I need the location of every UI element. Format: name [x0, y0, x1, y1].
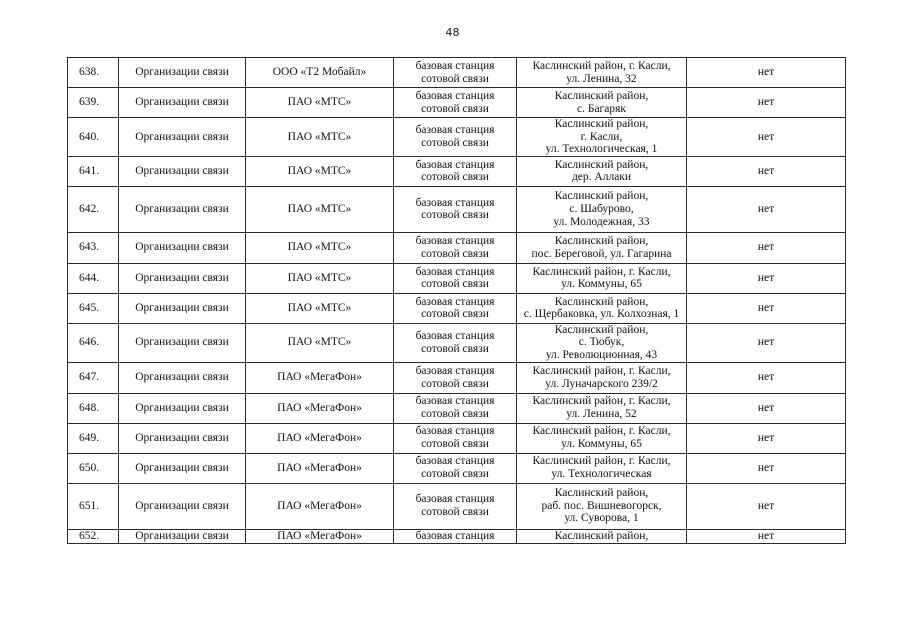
- object-type-cell: [394, 423, 517, 453]
- table-row: [68, 58, 846, 88]
- object-type-cell-line: сотовой связи: [421, 468, 489, 481]
- object-type-cell-line: базовая станция: [415, 529, 495, 542]
- object-type-cell: [394, 323, 517, 362]
- row-number: 646.: [68, 323, 119, 362]
- organization-cell: ПАО «МТС»: [246, 293, 394, 323]
- object-type-cell-line: сотовой связи: [421, 377, 489, 390]
- object-type-cell: [394, 232, 517, 263]
- address-cell-line: ул. Молодежная, 33: [553, 215, 650, 228]
- row-number: 648.: [68, 393, 119, 423]
- object-type-cell-line: сотовой связи: [421, 171, 489, 184]
- address-cell-line: дер. Аллаки: [571, 171, 632, 184]
- status-cell: нет: [687, 423, 846, 453]
- object-type-cell-line: сотовой связи: [421, 102, 489, 115]
- object-type-cell-line: базовая станция: [415, 395, 495, 408]
- category-cell: Организации связи: [119, 483, 246, 529]
- object-type-cell-line: сотовой связи: [421, 438, 489, 451]
- row-number: 640.: [68, 118, 119, 157]
- address-cell-line: ул. Технологическая, 1: [545, 143, 658, 156]
- object-type-cell: [394, 393, 517, 423]
- address-cell: [517, 263, 687, 293]
- row-number: 651.: [68, 483, 119, 529]
- address-cell-line: пос. Береговой, ул. Гагарина: [531, 247, 672, 260]
- row-number: 642.: [68, 186, 119, 232]
- organization-cell: ПАО «МТС»: [246, 263, 394, 293]
- object-type-cell: [394, 293, 517, 323]
- table-row: [68, 483, 846, 529]
- organization-cell: ПАО «МегаФон»: [246, 529, 394, 543]
- address-cell: [517, 362, 687, 393]
- object-type-cell: [394, 483, 517, 529]
- address-cell: [517, 88, 687, 118]
- status-cell: нет: [687, 483, 846, 529]
- address-cell: [517, 58, 687, 88]
- row-number: 641.: [68, 156, 119, 186]
- status-cell: нет: [687, 529, 846, 543]
- status-cell: нет: [687, 186, 846, 232]
- registry-table: [67, 57, 846, 544]
- address-cell-line: ул. Коммуны, 65: [561, 278, 642, 291]
- address-cell: [517, 293, 687, 323]
- object-type-cell-line: базовая станция: [415, 493, 495, 506]
- object-type-cell-line: сотовой связи: [421, 342, 489, 355]
- address-cell-line: ул. Луначарского 239/2: [545, 377, 658, 390]
- address-cell-line: ул. Суворова, 1: [564, 512, 639, 525]
- category-cell: Организации связи: [119, 156, 246, 186]
- address-cell-line: с. Тюбук,: [578, 336, 625, 349]
- address-cell-line: Каслинский район, г. Касли,: [532, 265, 671, 278]
- object-type-cell-line: базовая станция: [415, 364, 495, 377]
- object-type-cell: [394, 156, 517, 186]
- organization-cell: ПАО «МегаФон»: [246, 423, 394, 453]
- address-cell: [517, 323, 687, 362]
- object-type-cell-line: базовая станция: [415, 235, 495, 248]
- category-cell: Организации связи: [119, 58, 246, 88]
- address-cell-line: ул. Коммуны, 65: [561, 438, 642, 451]
- object-type-cell-line: базовая станция: [415, 295, 495, 308]
- address-cell-line: ул. Ленина, 52: [566, 408, 637, 421]
- organization-cell: ПАО «МТС»: [246, 232, 394, 263]
- address-cell: [517, 423, 687, 453]
- organization-cell: ПАО «МегаФон»: [246, 453, 394, 483]
- address-cell-line: ул. Революционная, 43: [545, 348, 658, 361]
- object-type-cell-line: сотовой связи: [421, 247, 489, 260]
- category-cell: Организации связи: [119, 118, 246, 157]
- row-number: 652.: [68, 529, 119, 543]
- status-cell: нет: [687, 393, 846, 423]
- table-row: [68, 156, 846, 186]
- address-cell-line: Каслинский район, г. Касли,: [532, 395, 671, 408]
- object-type-cell-line: базовая станция: [415, 196, 495, 209]
- table-row: [68, 293, 846, 323]
- object-type-cell-line: сотовой связи: [421, 72, 489, 85]
- object-type-cell: [394, 88, 517, 118]
- category-cell: Организации связи: [119, 293, 246, 323]
- row-number: 645.: [68, 293, 119, 323]
- status-cell: нет: [687, 263, 846, 293]
- object-type-cell-line: базовая станция: [415, 425, 495, 438]
- table-row: [68, 453, 846, 483]
- object-type-cell-line: базовая станция: [415, 330, 495, 343]
- table-row: [68, 393, 846, 423]
- category-cell: Организации связи: [119, 423, 246, 453]
- object-type-cell: [394, 362, 517, 393]
- table-row: [68, 118, 846, 157]
- address-cell-line: Каслинский район, г. Касли,: [532, 455, 671, 468]
- row-number: 638.: [68, 58, 119, 88]
- object-type-cell: [394, 58, 517, 88]
- address-cell: [517, 186, 687, 232]
- address-cell-line: Каслинский район, г. Касли,: [532, 364, 671, 377]
- object-type-cell-line: сотовой связи: [421, 506, 489, 519]
- object-type-cell: [394, 263, 517, 293]
- status-cell: нет: [687, 323, 846, 362]
- status-cell: нет: [687, 362, 846, 393]
- object-type-cell-line: базовая станция: [415, 124, 495, 137]
- table-row: [68, 263, 846, 293]
- address-cell-line: Каслинский район,: [554, 295, 649, 308]
- organization-cell: ПАО «МегаФон»: [246, 483, 394, 529]
- row-number: 647.: [68, 362, 119, 393]
- status-cell: нет: [687, 293, 846, 323]
- category-cell: Организации связи: [119, 88, 246, 118]
- object-type-cell-line: сотовой связи: [421, 136, 489, 149]
- address-cell-line: с. Шабурово,: [569, 202, 634, 215]
- row-number: 649.: [68, 423, 119, 453]
- table-row: [68, 362, 846, 393]
- address-cell: [517, 118, 687, 157]
- organization-cell: ПАО «МегаФон»: [246, 393, 394, 423]
- table-row: [68, 232, 846, 263]
- table-row: [68, 88, 846, 118]
- address-cell: [517, 453, 687, 483]
- status-cell: нет: [687, 118, 846, 157]
- status-cell: нет: [687, 58, 846, 88]
- table-body: [68, 58, 846, 544]
- status-cell: нет: [687, 232, 846, 263]
- category-cell: Организации связи: [119, 323, 246, 362]
- address-cell: [517, 232, 687, 263]
- row-number: 639.: [68, 88, 119, 118]
- category-cell: Организации связи: [119, 232, 246, 263]
- address-cell-line: с. Багаряк: [576, 102, 626, 115]
- object-type-cell: [394, 529, 517, 543]
- address-cell-line: Каслинский район,: [554, 89, 649, 102]
- address-cell: [517, 393, 687, 423]
- address-cell-line: Каслинский район,: [554, 323, 649, 336]
- address-cell: [517, 529, 687, 543]
- organization-cell: ПАО «МТС»: [246, 156, 394, 186]
- object-type-cell: [394, 186, 517, 232]
- address-cell-line: Каслинский район, г. Касли,: [532, 59, 671, 72]
- table-row: [68, 323, 846, 362]
- object-type-cell-line: базовая станция: [415, 158, 495, 171]
- object-type-cell-line: базовая станция: [415, 455, 495, 468]
- organization-cell: ПАО «МТС»: [246, 88, 394, 118]
- status-cell: нет: [687, 156, 846, 186]
- address-cell-line: с. Щербаковка, ул. Колхозная, 1: [523, 308, 680, 321]
- address-cell-line: Каслинский район,: [554, 529, 649, 542]
- address-cell-line: Каслинский район, г. Касли,: [532, 425, 671, 438]
- table-row: [68, 186, 846, 232]
- row-number: 650.: [68, 453, 119, 483]
- address-cell-line: ул. Технологическая: [551, 468, 652, 481]
- address-cell-line: Каслинский район,: [554, 118, 649, 130]
- row-number: 644.: [68, 263, 119, 293]
- address-cell: [517, 156, 687, 186]
- status-cell: нет: [687, 453, 846, 483]
- organization-cell: ПАО «МТС»: [246, 186, 394, 232]
- object-type-cell-line: сотовой связи: [421, 209, 489, 222]
- category-cell: Организации связи: [119, 453, 246, 483]
- object-type-cell-line: базовая станция: [415, 59, 495, 72]
- category-cell: Организации связи: [119, 393, 246, 423]
- organization-cell: ПАО «МТС»: [246, 118, 394, 157]
- address-cell-line: раб. пос. Вишневогорск,: [541, 499, 662, 512]
- row-number: 643.: [68, 232, 119, 263]
- object-type-cell-line: сотовой связи: [421, 278, 489, 291]
- address-cell-line: Каслинский район,: [554, 190, 649, 203]
- organization-cell: ПАО «МТС»: [246, 323, 394, 362]
- object-type-cell-line: сотовой связи: [421, 408, 489, 421]
- object-type-cell-line: сотовой связи: [421, 308, 489, 321]
- table-row: [68, 423, 846, 453]
- address-cell-line: Каслинский район,: [554, 235, 649, 248]
- table-row: [68, 529, 846, 543]
- address-cell-line: Каслинский район,: [554, 487, 649, 500]
- category-cell: Организации связи: [119, 529, 246, 543]
- organization-cell: ООО «Т2 Мобайл»: [246, 58, 394, 88]
- status-cell: нет: [687, 88, 846, 118]
- object-type-cell-line: базовая станция: [415, 265, 495, 278]
- page-number: 48: [445, 26, 460, 39]
- object-type-cell: [394, 118, 517, 157]
- object-type-cell: [394, 453, 517, 483]
- address-cell: [517, 483, 687, 529]
- organization-cell: ПАО «МегаФон»: [246, 362, 394, 393]
- address-cell-line: г. Касли,: [580, 130, 623, 143]
- address-cell-line: Каслинский район,: [554, 158, 649, 171]
- category-cell: Организации связи: [119, 362, 246, 393]
- category-cell: Организации связи: [119, 186, 246, 232]
- category-cell: Организации связи: [119, 263, 246, 293]
- address-cell-line: ул. Ленина, 32: [566, 72, 637, 85]
- object-type-cell-line: базовая станция: [415, 89, 495, 102]
